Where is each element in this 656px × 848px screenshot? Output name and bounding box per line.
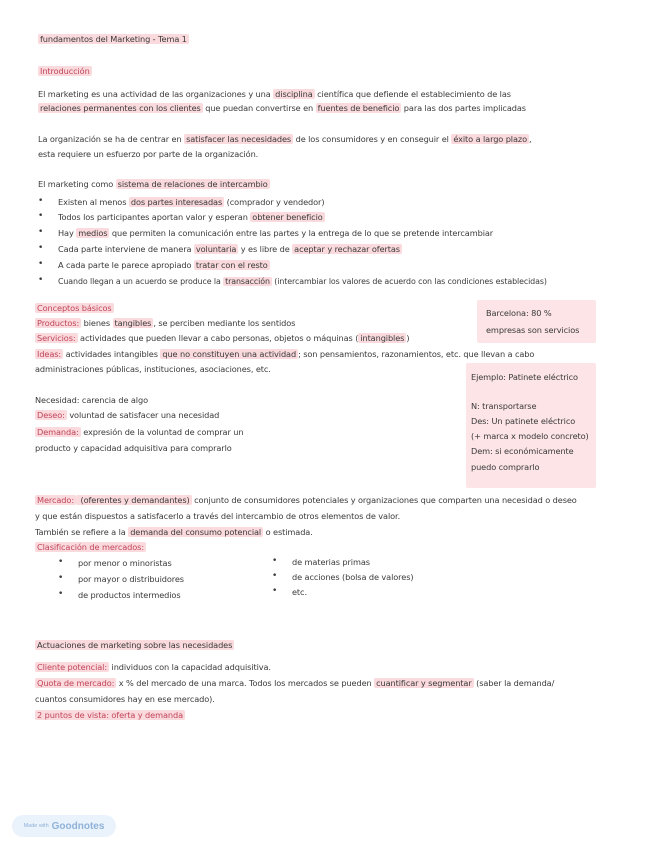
concepts-heading: Conceptos básicos [37, 303, 112, 313]
market-classification-heading: Clasificación de mercados: [37, 542, 144, 552]
concept-products: Productos: bienes tangibles , se perciben mediante los sentidos [37, 318, 296, 328]
concept-demand: Demanda: expresión de la voluntad de comprar un [37, 427, 244, 437]
actions-heading: Actuaciones de marketing sobre las necesidades [37, 640, 233, 650]
exchange-bullet-2: Todos los participantes aportan valor y esperan obtener beneficio [58, 212, 323, 222]
exchange-bullet-4: Cada parte interviene de manera voluntaria y es libre de aceptar y rechazar ofertas [58, 244, 400, 254]
example-demand-cont: puedo comprarlo [471, 462, 540, 472]
concept-ideas-cont: administraciones públicas, instituciones, asociaciones, etc. [35, 364, 271, 374]
market-left-item-3: de productos intermedios [78, 590, 181, 600]
market-left-item-2: por mayor o distribuidores [78, 574, 184, 584]
barcelona-line-1: Barcelona: 80 % [486, 308, 552, 318]
concept-desire: Deseo: voluntad de satisfacer una necesidad [37, 410, 220, 420]
example-need: N: transportarse [471, 401, 537, 411]
market-share-line-1: Quota de mercado: x % del mercado de una marca. Todos los mercados se pueden cuantificar y segmentar (saber la demanda/ [37, 678, 555, 688]
market-right-item-3: etc. [292, 587, 307, 597]
bullet-dot-icon: • [38, 211, 44, 221]
barcelona-note-box [477, 300, 596, 343]
concept-services: Servicios: actividades que pueden llevar a cabo personas, objetos o máquinas ( intangibles ) [37, 333, 410, 343]
goodnotes-watermark [12, 815, 116, 837]
viewpoints: 2 puntos de vista: oferta y demanda [37, 710, 183, 720]
market-line-1: Mercado: (oferentes y demandantes) conjunto de consumidores potenciales y organizaciones que comparten una necesidad o deseo [37, 495, 577, 505]
intro-line-3: La organización se ha de centrar en satisfacer las necesidades de los consumidores y en conseguir el éxito a largo plazo , [38, 134, 532, 144]
market-line-3: También se refiere a la demanda del consumo potencial o estimada. [35, 527, 313, 537]
watermark-made-with: Made with [23, 823, 49, 829]
concept-ideas: Ideas: actividades intangibles que no constituyen una actividad ; son pensamientos, razonamientos, etc. que llevan a cabo [37, 349, 535, 359]
concept-need: Necesidad: carencia de algo [35, 395, 148, 405]
barcelona-line-2: empresas son servicios [486, 325, 580, 335]
potential-client: Cliente potencial: individuos con la capacidad adquisitiva. [37, 662, 271, 672]
exchange-bullet-6: Cuando llegan a un acuerdo se produce la transacción (intercambiar los valores de acuerdo con las condiciones establecidas) [58, 277, 547, 286]
market-share-line-2: cuantos consumidores hay en ese mercado). [35, 694, 215, 704]
exchange-bullet-3: Hay medios que permiten la comunicación entre las partes y la entrega de lo que se pretende intercambiar [58, 228, 494, 238]
bullet-dot-icon: • [38, 227, 44, 237]
bullet-dot-icon: • [272, 586, 278, 596]
intro-line-2: relaciones permanentes con los clientes que puedan convertirse en fuentes de beneficio para las dos partes implicadas [40, 103, 526, 113]
exchange-bullet-1: Existen al menos dos partes interesadas (comprador y vendedor) [58, 197, 325, 207]
bullet-dot-icon: • [38, 259, 44, 269]
bullet-dot-icon: • [58, 589, 64, 599]
bullet-dot-icon: • [272, 556, 278, 566]
example-desire: Des: Un patinete eléctrico [471, 416, 576, 426]
market-right-item-1: de materias primas [292, 557, 370, 567]
exchange-heading: El marketing como sistema de relaciones de intercambio [38, 179, 268, 189]
bullet-dot-icon: • [272, 571, 278, 581]
example-title: Ejemplo: Patinete eléctrico [471, 372, 578, 382]
intro-line-1: El marketing es una actividad de las organizaciones y una disciplina científica que defiende el establecimiento de las [38, 89, 511, 99]
exchange-bullet-5: A cada parte le parece apropiado tratar con el resto [58, 260, 268, 270]
page-title: fundamentos del Marketing - Tema 1 [40, 34, 187, 44]
intro-line-4: esta requiere un esfuerzo por parte de la organización. [38, 149, 259, 159]
bullet-dot-icon: • [58, 573, 64, 583]
bullet-dot-icon: • [38, 275, 44, 285]
bullet-dot-icon: • [38, 196, 44, 206]
example-demand: Dem: si económicamente [471, 446, 574, 456]
bullet-dot-icon: • [58, 557, 64, 567]
market-left-item-1: por menor o minoristas [78, 558, 172, 568]
watermark-brand: Goodnotes [51, 820, 105, 832]
concept-demand-cont: producto y capacidad adquisitiva para comprarlo [35, 443, 232, 453]
intro-heading: Introducción [40, 66, 90, 76]
market-line-2: y que están dispuestos a satisfacerlo a través del intercambio de otros elementos de valor. [35, 511, 401, 521]
market-right-item-2: de acciones (bolsa de valores) [292, 572, 414, 582]
example-desire-cont: (+ marca x modelo concreto) [471, 431, 589, 441]
bullet-dot-icon: • [38, 243, 44, 253]
